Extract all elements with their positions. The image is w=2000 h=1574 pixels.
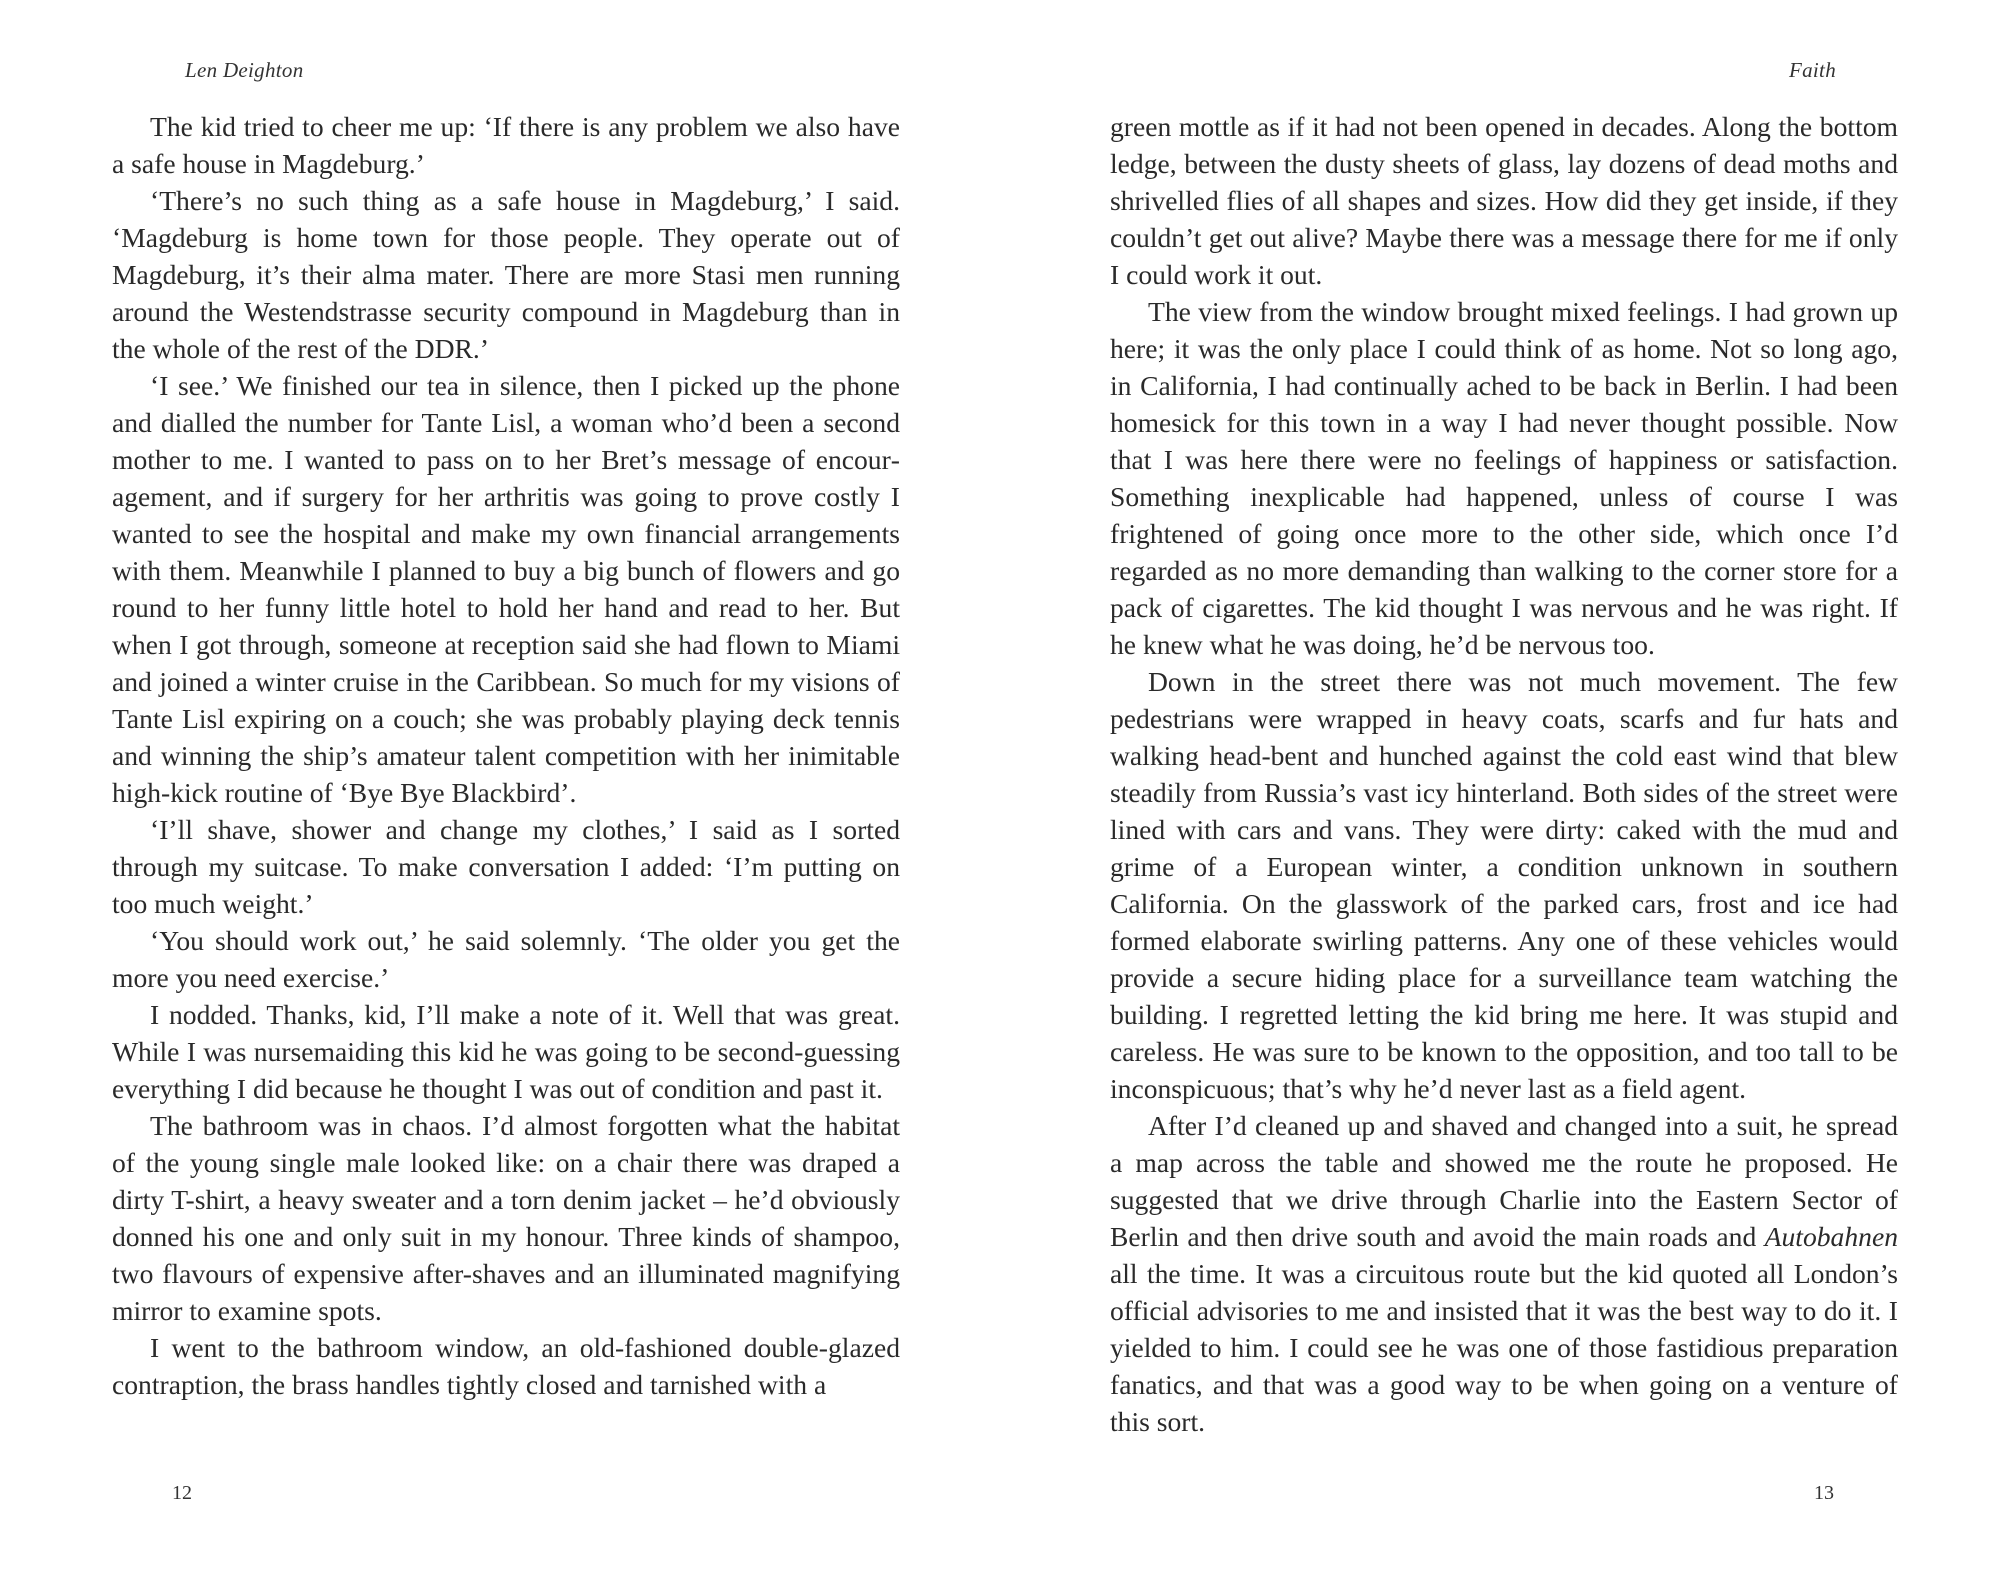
paragraph-text: After I’d cleaned up and shaved and changed into a suit, he spread a map across the table and showed me the route he proposed. He suggested that we drive through Charlie into the Eastern Sector of Berlin and then drive south and avoid the main roads and	[1110, 1110, 1898, 1252]
paragraph: ‘I’ll shave, shower and change my clothes,’ I said as I sorted through my suitcase. To make conversation I added: ‘I’m putting on too much weight.’	[112, 814, 900, 919]
paragraph: The bathroom was in chaos. I’d almost forgotten what the habitat of the young single male looked like: on a chair there was draped a dirty T-shirt, a heavy sweater and a torn denim jacket – he’d obviously donned his one and only suit in my honour. Three kinds of shampoo, two flavours of expensive after-shaves and an illuminated magnifying mirror to examine spots.	[112, 1110, 900, 1326]
paragraph: The view from the window brought mixed feelings. I had grown up here; it was the only place I could think of as home. Not so long ago, in California, I had continually ached to be back in Berlin. I had been homesick for this town in a way I had never thought possible. Now that I was here there were no feelings of happiness or satisfaction. Something inexplicable had happened, unless of course I was frightened of going once more to the other side, which once I’d regarded as no more demanding than walking to the corner store for a pack of cigarettes. The kid thought I was nervous and he was right. If he knew what he was doing, he’d be nervous too.	[1110, 296, 1898, 660]
page-number: 13	[1814, 1482, 1834, 1504]
paragraph: Down in the street there was not much movement. The few pedestrians were wrapped in heavy coats, scarfs and fur hats and walking head-bent and hunched against the cold east wind that blew steadily from Russia’s vast icy hinterland. Both sides of the street were lined with cars and vans. They were dirty: caked with the mud and grime of a European winter, a condition unknown in southern California. On the glasswork of the parked cars, frost and ice had formed elaborate swirling patterns. Any one of these vehicles would provide a secure hiding place for a surveillance team watching the building. I regretted letting the kid bring me here. It was stupid and careless. He was sure to be known to the opposition, and too tall to be inconspicuous; that’s why he’d never last as a field agent.	[1110, 666, 1898, 1104]
paragraph: ‘There’s no such thing as a safe house in Magdeburg,’ I said. ‘Magdeburg is home town for those people. They operate out of Magdeburg, it’s their alma mater. There are more Stasi men running around the Westendstrasse security compound in Magdeburg than in the whole of the rest of the DDR.’	[112, 185, 900, 364]
paragraph: green mottle as if it had not been opened in decades. Along the bottom ledge, between the dusty sheets of glass, lay dozens of dead moths and shrivelled flies of all shapes and sizes. How did they get inside, if they couldn’t get out alive? Maybe there was a message there for me if only I could work it out.	[1110, 111, 1898, 290]
paragraph: I went to the bathroom window, an old-fashioned double-glazed contraption, the brass handles tightly closed and tarnished with a	[112, 1332, 900, 1400]
running-head-title: Faith	[1789, 58, 1836, 82]
paragraph: I nodded. Thanks, kid, I’ll make a note of it. Well that was great. While I was nursemaiding this kid he was going to be second-guessing everything I did because he thought I was out of condition and past it.	[112, 999, 900, 1104]
page-number: 12	[172, 1482, 192, 1504]
left-page-body	[112, 108, 900, 1403]
right-page-body	[1110, 108, 1898, 1440]
paragraph: ‘You should work out,’ he said solemnly. ‘The older you get the more you need exercise.’	[112, 925, 900, 993]
paragraph: ‘I see.’ We finished our tea in silence, then I picked up the phone and dialled the number for Tante Lisl, a woman who’d been a second mother to me. I wanted to pass on to her Bret’s message of encouragement, and if surgery for her arthritis was going to prove costly I wanted to see the hospital and make my own financial arrangements with them. Meanwhile I planned to buy a big bunch of flowers and go round to her funny little hotel to hold her hand and read to her. But when I got through, someone at reception said she had flown to Miami and joined a winter cruise in the Caribbean. So much for my visions of Tante Lisl expiring on a couch; she was probably playing deck tennis and winning the ship’s amateur talent competition with her inimitable high-kick routine of ‘Bye Bye Blackbird’.	[112, 370, 900, 808]
paragraph-text: all the time. It was a circuitous route but the kid quoted all London’s official advisories to me and insisted that it was the best way to do it. I yielded to him. I could see he was one of those fastidious preparation fanatics, and that was a good way to be when going on a venture of this sort.	[1110, 1258, 1898, 1437]
paragraph: The kid tried to cheer me up: ‘If there is any problem we also have a safe house in Magdeburg.’	[112, 111, 900, 179]
right-page	[1000, 0, 2000, 1574]
paragraph	[1110, 1107, 1898, 1440]
italic-term: Autobahnen	[1764, 1221, 1898, 1252]
running-head-author: Len Deighton	[185, 58, 304, 82]
